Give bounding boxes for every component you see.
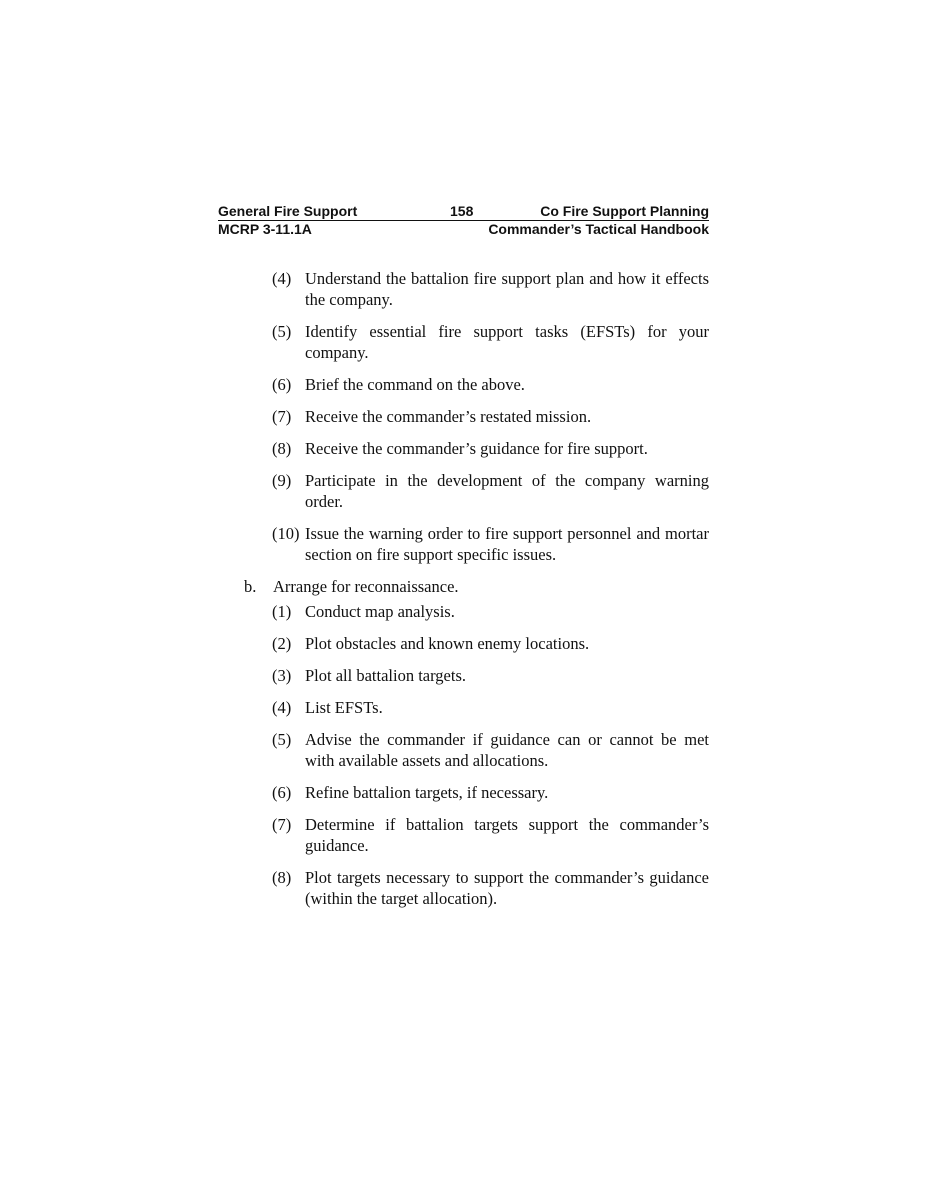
running-header-top	[218, 203, 709, 221]
list-item-text: Issue the warning order to fire support personnel and mortar section on fire support specific issues.	[305, 524, 709, 564]
list-item-number: (8)	[272, 868, 292, 887]
page-number: 158	[450, 203, 474, 219]
list-item-text: Understand the battalion fire support plan and how it effects the company.	[305, 269, 709, 309]
section-text: Arrange for reconnaissance.	[273, 577, 459, 596]
list-item-text: Participate in the development of the company warning order.	[305, 471, 709, 511]
list-item-text: Determine if battalion targets support the commander’s guidance.	[305, 815, 709, 855]
list-item-number: (2)	[272, 634, 292, 653]
list-item-text: Identify essential fire support tasks (EFSTs) for your company.	[305, 322, 709, 362]
header-chapter-title: General Fire Support	[218, 203, 358, 219]
list-item-text: Brief the command on the above.	[305, 375, 525, 394]
list-item-text: Advise the commander if guidance can or cannot be met with available assets and allocations.	[305, 730, 709, 770]
list-item-text: List EFSTs.	[305, 698, 383, 717]
list-item-number: (5)	[272, 730, 292, 749]
list-item-number: (3)	[272, 666, 292, 685]
list-item-number: (4)	[272, 269, 292, 288]
list-item-number: (1)	[272, 602, 292, 621]
header-section-title: Co Fire Support Planning	[540, 203, 709, 219]
list-item-number: (6)	[272, 783, 292, 802]
header-publication-title: Commander’s Tactical Handbook	[488, 221, 709, 237]
list-item-number: (6)	[272, 375, 292, 394]
running-header-bottom	[218, 221, 709, 238]
list-item-text: Conduct map analysis.	[305, 602, 455, 621]
list-item-number: (9)	[272, 471, 292, 490]
list-item-text: Receive the commander’s guidance for fire support.	[305, 439, 648, 458]
list-item-number: (5)	[272, 322, 292, 341]
list-item-number: (8)	[272, 439, 292, 458]
list-item-text: Receive the commander’s restated mission.	[305, 407, 592, 426]
list-item-text: Plot targets necessary to support the commander’s guidance (within the target allocation).	[305, 868, 709, 908]
list-item-text: Plot obstacles and known enemy locations.	[305, 634, 590, 653]
list-item-text: Refine battalion targets, if necessary.	[305, 783, 549, 802]
section-letter: b.	[244, 577, 257, 596]
list-item-text: Plot all battalion targets.	[305, 666, 467, 685]
list-item-number: (7)	[272, 407, 292, 426]
list-item-number: (4)	[272, 698, 292, 717]
list-item-number: (7)	[272, 815, 292, 834]
header-publication-number: MCRP 3-11.1A	[218, 221, 312, 237]
list-item-number: (10)	[272, 524, 300, 543]
